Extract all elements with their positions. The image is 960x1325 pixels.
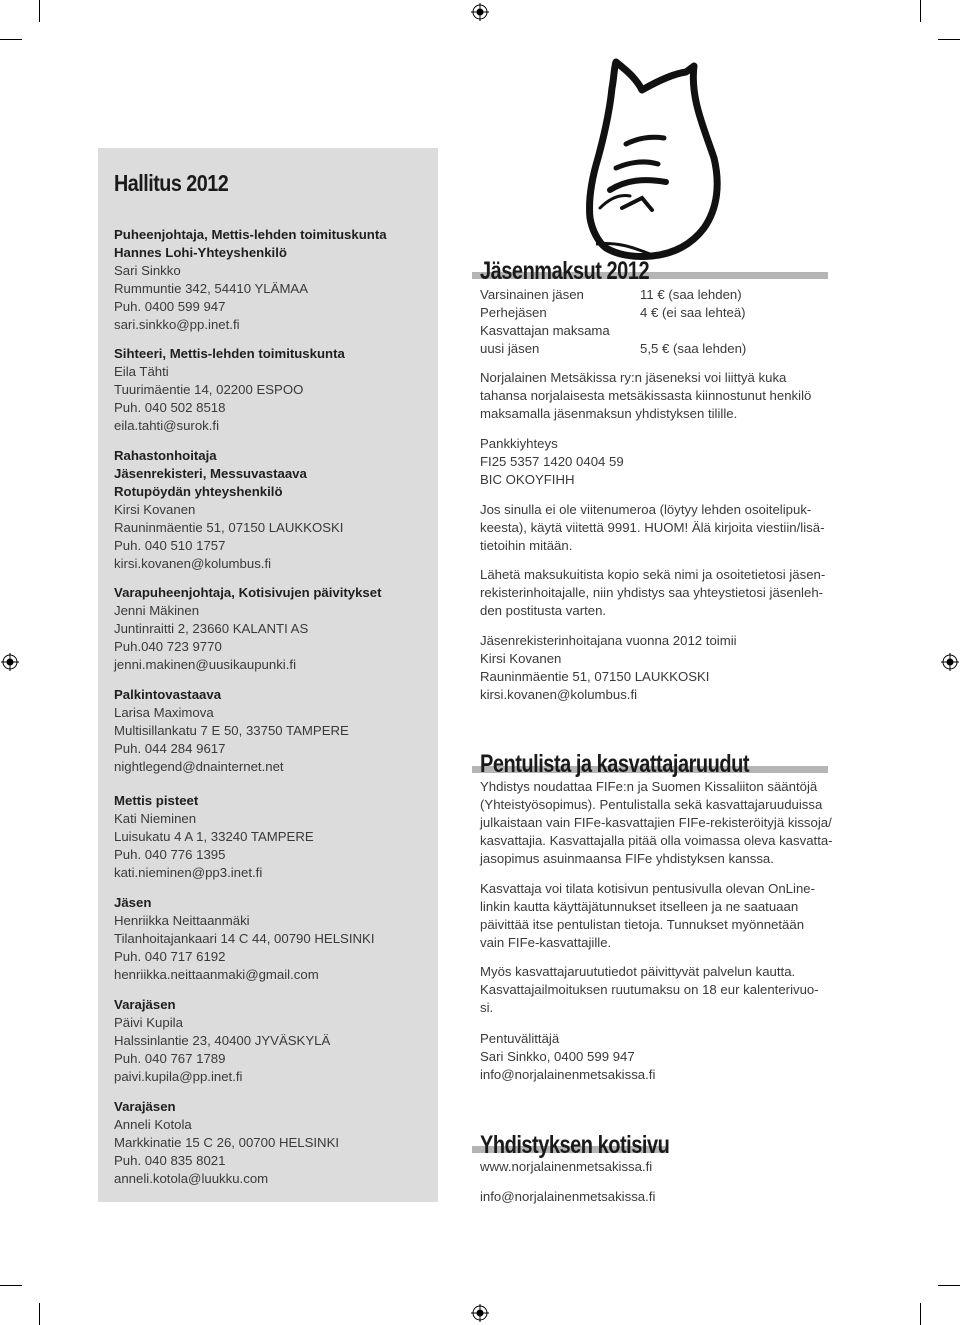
crop-mark — [938, 1285, 960, 1286]
board-contact-line: Halssinlantie 23, 40400 JYVÄSKYLÄ — [114, 1033, 331, 1048]
paragraph-line: (Yhteistyösopimus). Pentulistalla sekä kasvattajaruuduissa — [480, 797, 823, 812]
crop-mark — [920, 1303, 921, 1325]
board-role-heading: Hannes Lohi-Yhteyshenkilö — [114, 245, 287, 260]
crop-mark — [0, 1285, 22, 1286]
paragraph-line: den postitusta varten. — [480, 603, 607, 618]
website-url-link[interactable]: www.norjalainenmetsakissa.fi — [480, 1159, 653, 1174]
board-contact-line[interactable]: jenni.makinen@uusikaupunki.fi — [114, 657, 296, 672]
board-contact-line: Rauninmäentie 51, 07150 LAUKKOSKI — [114, 520, 344, 535]
website-title: Yhdistyksen kotisivu — [480, 1131, 670, 1159]
board-contact-line: Puh. 040 776 1395 — [114, 847, 226, 862]
board-contact-line: Henriikka Neittaanmäki — [114, 913, 250, 928]
board-role-heading: Sihteeri, Mettis-lehden toimituskunta — [114, 346, 345, 361]
board-contact-line[interactable]: kati.nieminen@pp3.inet.fi — [114, 865, 263, 880]
board-contact-line: Päivi Kupila — [114, 1015, 183, 1030]
board-contact-line[interactable]: sari.sinkko@pp.inet.fi — [114, 317, 240, 332]
paragraph-line: maksamalla jäsenmaksun yhdistyksen tilille. — [480, 406, 738, 421]
cat-logo-icon — [586, 58, 726, 264]
fee-label: Kasvattajan maksama — [480, 323, 610, 338]
board-contact-line: Anneli Kotola — [114, 1117, 192, 1132]
board-role-heading: Varapuheenjohtaja, Kotisivujen päivitykset — [114, 585, 382, 600]
board-role-heading: Rotupöydän yhteyshenkilö — [114, 484, 283, 499]
board-contact-line: Juntinraitti 2, 23660 KALANTI AS — [114, 621, 309, 636]
board-role-heading: Mettis pisteet — [114, 793, 199, 808]
fee-label: Perhejäsen — [480, 305, 547, 320]
paragraph-line: keesta), käytä viitettä 9991. HUOM! Älä kirjoita viestiin/lisä- — [480, 520, 825, 535]
paragraph-line: si. — [480, 1000, 494, 1015]
paragraph-line: vain FIFe-kasvattajille. — [480, 935, 612, 950]
paragraph-line: Sari Sinkko, 0400 599 947 — [480, 1049, 635, 1064]
board-contact-line: Puh. 040 502 8518 — [114, 400, 226, 415]
paragraph-line[interactable]: kirsi.kovanen@kolumbus.fi — [480, 687, 638, 702]
paragraph-line: Pankkiyhteys — [480, 436, 558, 451]
board-contact-line: Luisukatu 4 A 1, 33240 TAMPERE — [114, 829, 314, 844]
registration-mark-icon — [1, 653, 19, 671]
board-contact-line: Kati Nieminen — [114, 811, 197, 826]
board-contact-line: Kirsi Kovanen — [114, 502, 196, 517]
paragraph-line: FI25 5357 1420 0404 59 — [480, 454, 624, 469]
crop-mark — [938, 39, 960, 40]
board-contact-line: Puh. 044 284 9617 — [114, 741, 226, 756]
board-contact-line: Multisillankatu 7 E 50, 33750 TAMPERE — [114, 723, 349, 738]
crop-mark — [920, 0, 921, 22]
paragraph-line: Jäsenrekisterinhoitajana vuonna 2012 toimii — [480, 633, 737, 648]
board-contact-line: Rummuntie 342, 54410 YLÄMAA — [114, 281, 309, 296]
fee-label: Varsinainen jäsen — [480, 287, 584, 302]
board-contact-line[interactable]: henriikka.neittaanmaki@gmail.com — [114, 967, 319, 982]
board-contact-line: Puh.040 723 9770 — [114, 639, 222, 654]
board-contact-line: Larisa Maximova — [114, 705, 214, 720]
board-contact-line: Puh. 0400 599 947 — [114, 299, 226, 314]
board-contact-line: Puh. 040 510 1757 — [114, 538, 226, 553]
fee-value: 5,5 € (saa lehden) — [640, 341, 747, 356]
board-contact-line: Puh. 040 835 8021 — [114, 1153, 226, 1168]
paragraph-line: Myös kasvattajaruututiedot päivittyvät palvelun kautta. — [480, 964, 796, 979]
board-contact-line: Jenni Mäkinen — [114, 603, 200, 618]
board-contact-line: Tilanhoitajankaari 14 C 44, 00790 HELSINKI — [114, 931, 375, 946]
paragraph-line: linkin kautta käyttäjätunnukset itselleen ja ne saatuaan — [480, 899, 799, 914]
paragraph-line: Kirsi Kovanen — [480, 651, 562, 666]
paragraph-line: päivittää itse pentulistan tietoja. Tunnukset myönnetään — [480, 917, 805, 932]
fee-value: 11 € (saa lehden) — [640, 287, 742, 302]
paragraph-line: tietoihin mitään. — [480, 538, 573, 553]
pups-title: Pentulista ja kasvattajaruudut — [480, 750, 750, 778]
paragraph-line: Yhdistys noudattaa FIFe:n ja Suomen Kissaliiton sääntöjä — [480, 779, 818, 794]
board-role-heading: Palkintovastaava — [114, 687, 222, 702]
board-contact-line: Markkinatie 15 C 26, 00700 HELSINKI — [114, 1135, 340, 1150]
paragraph-line: jasopimus asuinmaansa FIFe yhdistyksen kanssa. — [480, 851, 774, 866]
paragraph-line: julkaistaan vain FIFe-kasvattajien FIFe-rekisteröityjä kissoja/ — [480, 815, 832, 830]
paragraph-line: Norjalainen Metsäkissa ry:n jäseneksi voi liittyä kuka — [480, 370, 787, 385]
registration-mark-icon — [471, 1304, 489, 1322]
registration-mark-icon — [471, 3, 489, 21]
board-contact-line[interactable]: eila.tahti@surok.fi — [114, 418, 220, 433]
paragraph-line: Kasvattajailmoituksen ruutumaksu on 18 eur kalenterivuo- — [480, 982, 819, 997]
website-email-link[interactable]: info@norjalainenmetsakissa.fi — [480, 1189, 656, 1204]
board-contact-line: Puh. 040 767 1789 — [114, 1051, 226, 1066]
paragraph-line: Kasvattaja voi tilata kotisivun pentusivulla olevan OnLine- — [480, 881, 816, 896]
board-contact-line[interactable]: anneli.kotola@luukku.com — [114, 1171, 269, 1186]
board-contact-line[interactable]: kirsi.kovanen@kolumbus.fi — [114, 556, 272, 571]
board-contact-line[interactable]: nightlegend@dnainternet.net — [114, 759, 284, 774]
board-contact-line: Puh. 040 717 6192 — [114, 949, 226, 964]
board-contact-line: Sari Sinkko — [114, 263, 181, 278]
paragraph-line: Lähetä maksukuitista kopio sekä nimi ja osoitetietosi jäsen- — [480, 567, 826, 582]
board-title: Hallitus 2012 — [114, 170, 229, 196]
paragraph-line: Pentuvälittäjä — [480, 1031, 560, 1046]
board-role-heading: Varajäsen — [114, 1099, 176, 1114]
board-role-heading: Rahastonhoitaja — [114, 448, 217, 463]
paragraph-line: rekisterinhoitajalle, niin yhdistys saa yhteystietosi jäsenleh- — [480, 585, 824, 600]
fees-title: Jäsenmaksut 2012 — [480, 257, 650, 285]
paragraph-line: tahansa norjalaisesta metsäkissasta kiinnostunut henkilö — [480, 388, 812, 403]
board-role-heading: Jäsenrekisteri, Messuvastaava — [114, 466, 307, 481]
paragraph-line: Rauninmäentie 51, 07150 LAUKKOSKI — [480, 669, 710, 684]
board-contact-line: Eila Tähti — [114, 364, 169, 379]
registration-mark-icon — [941, 653, 959, 671]
fee-label: uusi jäsen — [480, 341, 540, 356]
paragraph-line[interactable]: info@norjalainenmetsakissa.fi — [480, 1067, 656, 1082]
crop-mark — [39, 1303, 40, 1325]
board-contact-line[interactable]: paivi.kupila@pp.inet.fi — [114, 1069, 243, 1084]
crop-mark — [0, 39, 22, 40]
board-role-heading: Varajäsen — [114, 997, 176, 1012]
board-role-heading: Jäsen — [114, 895, 152, 910]
fee-value: 4 € (ei saa lehteä) — [640, 305, 746, 320]
paragraph-line: kasvattajia. Kasvattajalla pitää olla voimassa oleva kasvatta- — [480, 833, 833, 848]
crop-mark — [39, 0, 40, 22]
board-role-heading: Puheenjohtaja, Mettis-lehden toimituskunta — [114, 227, 387, 242]
paragraph-line: BIC OKOYFIHH — [480, 472, 575, 487]
board-contact-line: Tuurimäentie 14, 02200 ESPOO — [114, 382, 304, 397]
paragraph-line: Jos sinulla ei ole viitenumeroa (löytyy lehden osoitelipuk- — [480, 502, 812, 517]
